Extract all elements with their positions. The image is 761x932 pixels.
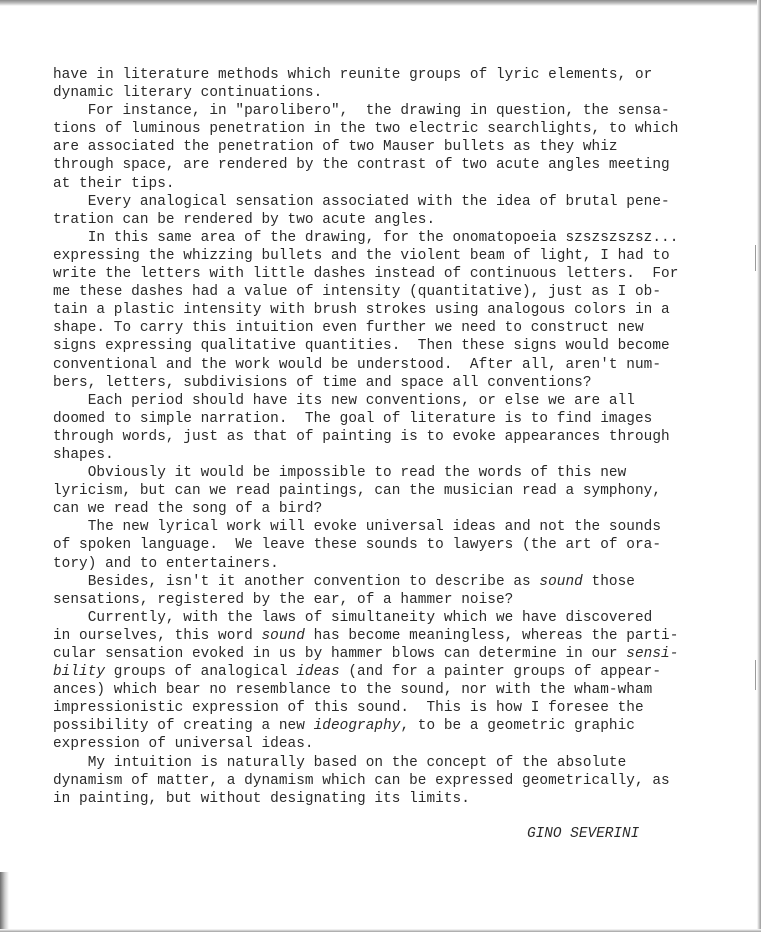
text-line: signs expressing qualitative quantities. Then these signs would become: [53, 338, 670, 355]
text-line: [53, 627, 743, 645]
text-line: [53, 663, 743, 681]
text-line: [53, 645, 743, 663]
text-line: doomed to simple narration. The goal of literature is to find images: [53, 410, 653, 427]
text-segment: Besides, isn't it another convention to describe as: [53, 573, 540, 590]
text-line: through space, are rendered by the contrast of two acute angles meeting: [53, 157, 670, 174]
text-line: dynamism of matter, a dynamism which can be expressed geometrically, as: [53, 772, 670, 789]
text-line: Currently, with the laws of simultaneity which we have discovered: [53, 609, 653, 626]
text-line: shape. To carry this intuition even further we need to construct new: [53, 320, 644, 337]
italic-word: sound: [539, 573, 583, 590]
text-segment: possibility of creating a new: [53, 718, 314, 735]
text-segment: , to be a geometric graphic: [400, 718, 635, 735]
text-line: Each period should have its new conventions, or else we are all: [53, 392, 635, 409]
text-line: In this same area of the drawing, for the onomatopoeia szszszszsz...: [53, 229, 679, 246]
text-line: impressionistic expression of this sound. This is how I foresee the: [53, 700, 644, 717]
text-line: For instance, in "parolibero", the drawing in question, the sensa-: [53, 103, 670, 120]
text-line: bers, letters, subdivisions of time and space all conventions?: [53, 374, 592, 391]
scan-top-edge: [0, 0, 761, 6]
text-line: conventional and the work would be understood. After all, aren't num-: [53, 356, 662, 373]
text-line: lyricism, but can we read paintings, can the musician read a symphony,: [53, 483, 662, 500]
text-line: at their tips.: [53, 175, 175, 192]
margin-mark: [755, 245, 756, 271]
document-body: [53, 66, 743, 808]
scan-left-edge: [0, 872, 9, 932]
text-segment: groups of analogical: [105, 664, 297, 681]
text-line: in painting, but without designating its limits.: [53, 790, 470, 807]
text-line: of spoken language. We leave these sounds to lawyers (the art of ora-: [53, 537, 662, 554]
text-line: My intuition is naturally based on the concept of the absolute: [53, 754, 627, 771]
text-line: tions of luminous penetration in the two electric searchlights, to which: [53, 121, 679, 138]
text-segment: (and for a painter groups of appear-: [339, 664, 662, 681]
text-line: Obviously it would be impossible to read the words of this new: [53, 465, 627, 482]
text-line: have in literature methods which reunite groups of lyric elements, or: [53, 67, 653, 83]
text-line: Every analogical sensation associated with the idea of brutal pene-: [53, 193, 670, 210]
italic-word: ideas: [296, 664, 340, 681]
text-segment: has become meaningless, whereas the parti-: [304, 627, 679, 644]
italic-word: sensi-: [626, 646, 679, 662]
text-line: can we read the song of a bird?: [53, 501, 323, 518]
text-line: sensations, registered by the ear, of a hammer noise?: [53, 591, 514, 608]
italic-word: bility: [53, 664, 106, 681]
text-line: expression of universal ideas.: [53, 736, 314, 753]
text-line: write the letters with little dashes instead of continuous letters. For: [53, 266, 679, 283]
italic-word: sound: [261, 627, 305, 644]
text-line: me these dashes had a value of intensity (quantitative), just as I ob-: [53, 284, 662, 301]
text-line: tain a plastic intensity with brush strokes using analogous colors in a: [53, 302, 670, 319]
author-signature: GINO SEVERINI: [527, 826, 640, 842]
text-line: ances) which bear no resemblance to the sound, nor with the wham-wham: [53, 682, 653, 699]
text-line: [53, 717, 743, 735]
text-line: through words, just as that of painting is to evoke appearances through: [53, 428, 670, 445]
text-line: tory) and to entertainers.: [53, 555, 279, 572]
text-line: dynamic literary continuations.: [53, 85, 323, 102]
text-line: expressing the whizzing bullets and the violent beam of light, I had to: [53, 247, 670, 264]
text-line: shapes.: [53, 446, 114, 463]
text-line: tration can be rendered by two acute angles.: [53, 211, 436, 228]
italic-word: ideography: [313, 718, 401, 735]
text-segment: in ourselves, this word: [53, 627, 262, 644]
scan-right-edge: [757, 0, 761, 932]
text-segment: those: [582, 573, 635, 590]
text-line: are associated the penetration of two Mauser bullets as they whiz: [53, 139, 618, 156]
text-segment: cular sensation evoked in us by hammer blows can determine in our: [53, 646, 627, 662]
text-line: The new lyrical work will evoke universal ideas and not the sounds: [53, 519, 662, 536]
margin-mark: [755, 660, 756, 690]
text-line: [53, 573, 743, 591]
